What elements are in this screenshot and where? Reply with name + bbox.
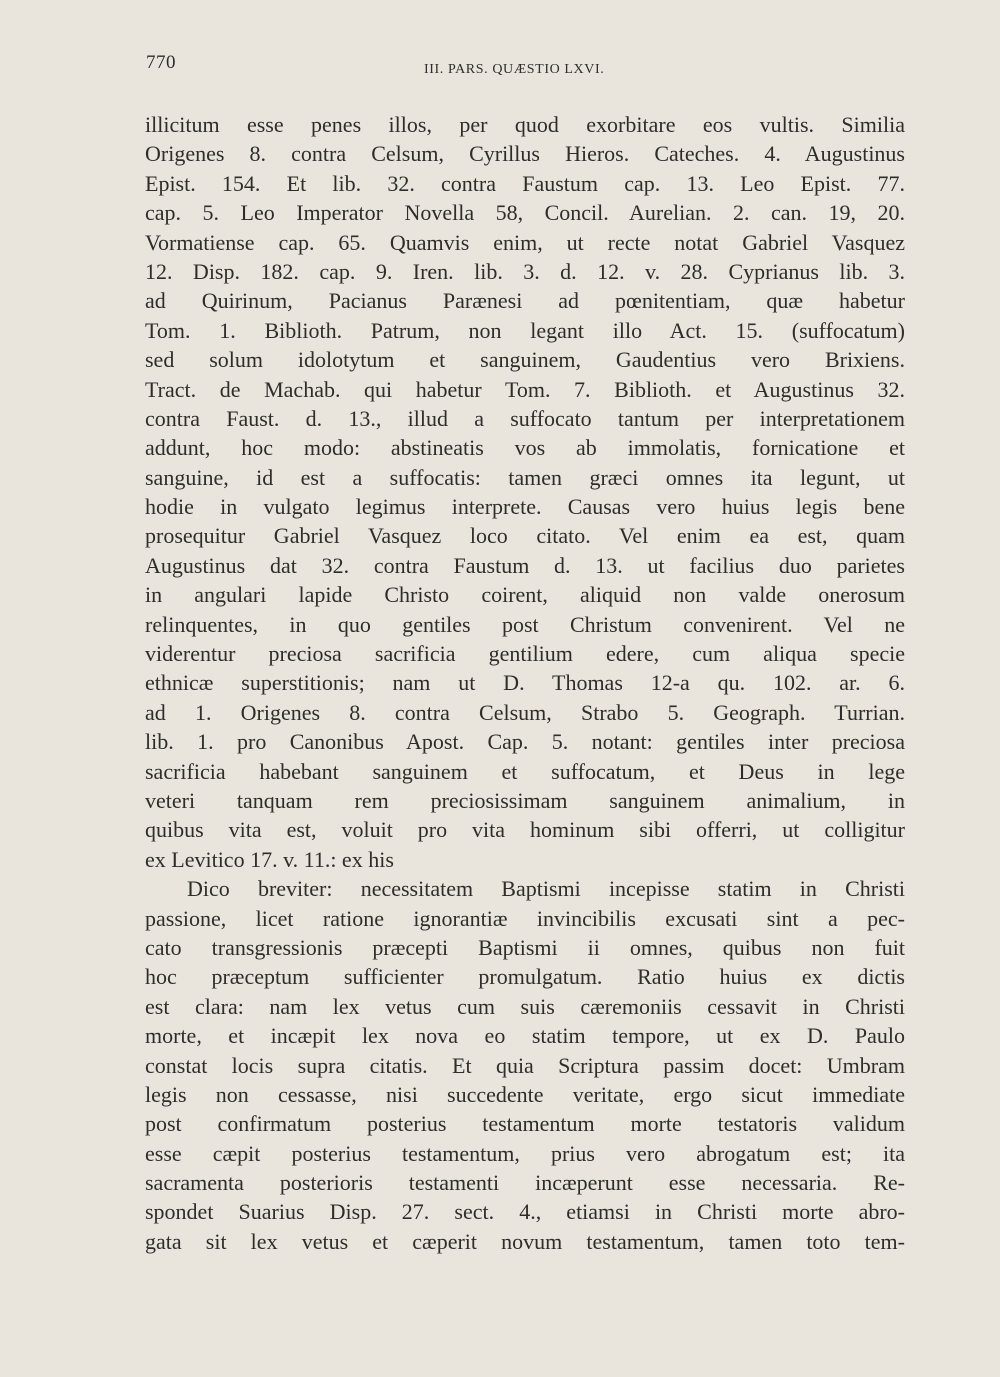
text-line: Tom. 1. Biblioth. Patrum, non legant illo Act. 15. (suffocatum) [145, 317, 905, 343]
text-line: viderentur preciosa sacrificia gentilium edere, cum aliqua specie [145, 641, 905, 667]
text-line: sacrificia habebant sanguinem et suffocatum, et Deus in lege [145, 758, 905, 784]
text-line: Dico breviter: necessitatem Baptismi incepisse statim in Christi [187, 876, 905, 902]
text-line: 12. Disp. 182. cap. 9. Iren. lib. 3. d. 12. v. 28. Cyprianus lib. 3. [145, 258, 905, 284]
text-line: Origenes 8. contra Celsum, Cyrillus Hieros. Cateches. 4. Augustinus [145, 141, 905, 167]
text-line: spondet Suarius Disp. 27. sect. 4., etiamsi in Christi morte abro- [145, 1199, 905, 1225]
text-line: sanguine, id est a suffocatis: tamen græci omnes ita legunt, ut [145, 464, 905, 490]
text-line: in angulari lapide Christo coirent, aliquid non valde onerosum [145, 582, 905, 608]
text-line: ad 1. Origenes 8. contra Celsum, Strabo 5. Geograph. Turrian. [145, 699, 905, 725]
text-line: relinquentes, in quo gentiles post Christum convenirent. Vel ne [145, 611, 905, 637]
text-line: esse cæpit posterius testamentum, prius vero abrogatum est; ita [145, 1140, 905, 1166]
paragraph-1 [145, 110, 905, 874]
text-line: addunt, hoc modo: abstineatis vos ab immolatis, fornicatione et [145, 435, 905, 461]
text-line: cato transgressionis præcepti Baptismi ii omnes, quibus non fuit [145, 934, 905, 960]
text-line: sed solum idolotytum et sanguinem, Gaudentius vero Brixiens. [145, 347, 905, 373]
text-line: ex Levitico 17. v. 11.: ex his [145, 846, 394, 872]
text-line: Vormatiense cap. 65. Quamvis enim, ut recte notat Gabriel Vasquez [145, 229, 905, 255]
text-line: illicitum esse penes illos, per quod exorbitare eos vultis. Similia [145, 112, 905, 137]
text-line: cap. 5. Leo Imperator Novella 58, Concil. Aurelian. 2. can. 19, 20. [145, 200, 905, 226]
text-line: quibus vita est, voluit pro vita hominum sibi offerri, ut colligitur [145, 817, 905, 843]
text-line: hoc præceptum sufficienter promulgatum. Ratio huius ex dictis [145, 964, 905, 990]
text-line: lib. 1. pro Canonibus Apost. Cap. 5. notant: gentiles inter preciosa [145, 729, 905, 755]
text-line: legis non cessasse, nisi succedente veritate, ergo sicut immediate [145, 1081, 905, 1107]
text-line: post confirmatum posterius testamentum morte testatoris validum [145, 1111, 905, 1137]
text-line: hodie in vulgato legimus interprete. Causas vero huius legis bene [145, 494, 905, 520]
text-line: constat locis supra citatis. Et quia Scriptura passim docet: Umbram [145, 1052, 905, 1078]
body-text [145, 110, 905, 1256]
text-line: ad Quirinum, Pacianus Parænesi ad pœnitentiam, quæ habetur [145, 288, 905, 314]
text-line: ethnicæ superstitionis; nam ut D. Thomas 12-a qu. 102. ar. 6. [145, 670, 905, 696]
text-line: veteri tanquam rem preciosissimam sanguinem animalium, in [145, 787, 905, 813]
text-line: contra Faust. d. 13., illud a suffocato tantum per interpretationem [145, 405, 905, 431]
text-line: morte, et incæpit lex nova eo statim tempore, ut ex D. Paulo [145, 1023, 905, 1049]
page-number: 770 [146, 52, 176, 73]
text-line: Epist. 154. Et lib. 32. contra Faustum cap. 13. Leo Epist. 77. [145, 170, 905, 196]
text-line: est clara: nam lex vetus cum suis cæremoniis cessavit in Christi [145, 993, 905, 1019]
running-title: III. PARS. QUÆSTIO LXVI. [424, 62, 605, 77]
text-line: prosequitur Gabriel Vasquez loco citato. Vel enim ea est, quam [145, 523, 905, 549]
text-line: Tract. de Machab. qui habetur Tom. 7. Biblioth. et Augustinus 32. [145, 376, 905, 402]
text-line: gata sit lex vetus et cæperit novum testamentum, tamen toto tem- [145, 1228, 905, 1254]
text-line: sacramenta posterioris testamenti incæperunt esse necessaria. Re- [145, 1170, 905, 1196]
text-line: passione, licet ratione ignorantiæ invincibilis excusati sint a pec- [145, 905, 905, 931]
paragraph-2 [145, 874, 905, 1256]
text-line: Augustinus dat 32. contra Faustum d. 13. ut facilius duo parietes [145, 552, 905, 578]
